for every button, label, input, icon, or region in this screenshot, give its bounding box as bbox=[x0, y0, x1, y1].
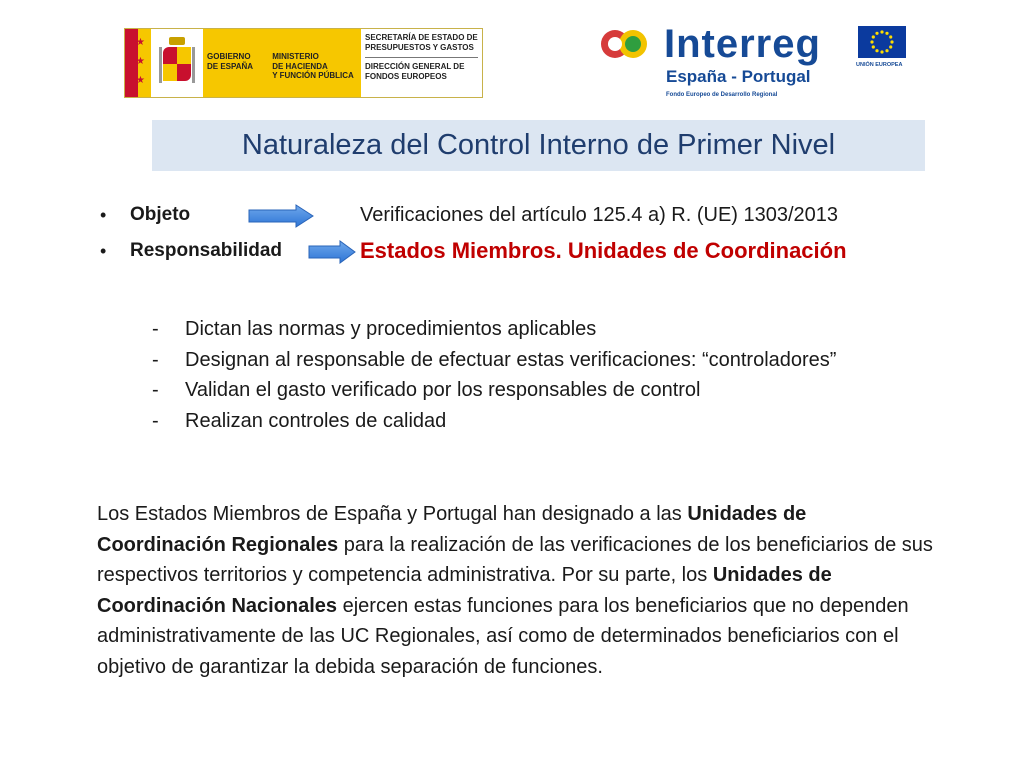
bullet-value-responsabilidad: Estados Miembros. Unidades de Coordinación bbox=[360, 238, 847, 263]
list-item bbox=[152, 345, 852, 376]
bullet-value-objeto: Verificaciones del artículo 125.4 a) R. (UE) 1303/2013 bbox=[360, 203, 839, 226]
list-item bbox=[152, 375, 852, 406]
secretaria-text: SECRETARÍA DE ESTADO DE PRESUPUESTOS Y GASTOS bbox=[365, 33, 478, 52]
coat-of-arms-icon bbox=[151, 29, 203, 97]
paragraph-text: para la realización de las verificaciones de los beneficiarios de sus respectivos territorios y competencia administrativa. Por su parte, los bbox=[97, 533, 933, 586]
interreg-logo bbox=[600, 22, 910, 102]
spain-flag-icon: ★ ★ ★ bbox=[125, 29, 151, 97]
dash-marker: - bbox=[152, 318, 159, 340]
arrow-right-icon bbox=[248, 204, 314, 228]
list-item bbox=[152, 314, 852, 345]
bullet-label-objeto: Objeto bbox=[130, 204, 191, 225]
eu-flag-icon bbox=[858, 26, 906, 58]
arrow-right-icon bbox=[308, 240, 356, 264]
secretary-divider bbox=[365, 57, 478, 58]
functions-list bbox=[152, 314, 852, 436]
paragraph-text: ejercen estas funciones para los beneficiarios que no dependen administrativamente de las UC Regionales, así como de determinados beneficiarios con el objetivo de garantizar la debida separación de funciones. bbox=[97, 594, 909, 678]
paragraph-bold: Unidades de Coordinación Regionales bbox=[97, 503, 807, 556]
interreg-fund-text: Fondo Europeo de Desarrollo Regional bbox=[666, 92, 778, 98]
paragraph-text: Los Estados Miembros de España y Portugal han designado a las bbox=[97, 503, 688, 525]
list-item-text: Validan el gasto verificado por los responsables de control bbox=[185, 379, 701, 401]
paragraph-bold: Unidades de Coordinación Nacionales bbox=[97, 564, 832, 617]
list-item-text: Designan al responsable de efectuar estas verificaciones: “controladores” bbox=[185, 348, 837, 371]
ministry-name-text: MINISTERIO DE HACIENDA Y FUNCIÓN PÚBLICA bbox=[272, 52, 354, 80]
interreg-wordmark: Interreg bbox=[664, 22, 821, 66]
gobierno-espana-logo bbox=[124, 28, 483, 98]
ministry-label-block bbox=[203, 29, 361, 97]
direccion-text: DIRECCIÓN GENERAL DE FONDOS EUROPEOS bbox=[365, 62, 465, 81]
interreg-mark-icon bbox=[600, 24, 656, 64]
bullet-responsabilidad bbox=[100, 237, 847, 265]
list-item-text: Dictan las normas y procedimientos aplicables bbox=[185, 318, 597, 340]
list-item bbox=[152, 406, 852, 437]
bullet-label-responsabilidad: Responsabilidad bbox=[130, 240, 283, 261]
list-item-text: Realizan controles de calidad bbox=[185, 409, 447, 432]
title-banner bbox=[152, 120, 925, 171]
interreg-program: España - Portugal bbox=[666, 67, 811, 86]
eu-label-text: UNIÓN EUROPEA bbox=[856, 62, 903, 68]
bullet-dot: • bbox=[100, 204, 107, 225]
bullet-dot: • bbox=[100, 240, 107, 261]
summary-paragraph bbox=[97, 499, 935, 682]
secretary-label-block bbox=[361, 29, 482, 97]
dash-marker: - bbox=[152, 348, 159, 371]
dash-marker: - bbox=[152, 409, 159, 432]
gov-name-text: GOBIERNO DE ESPAÑA bbox=[207, 52, 254, 71]
page-title: Naturaleza del Control Interno de Primer Nivel bbox=[241, 129, 836, 161]
bullet-objeto bbox=[100, 201, 839, 229]
dash-marker: - bbox=[152, 379, 159, 401]
